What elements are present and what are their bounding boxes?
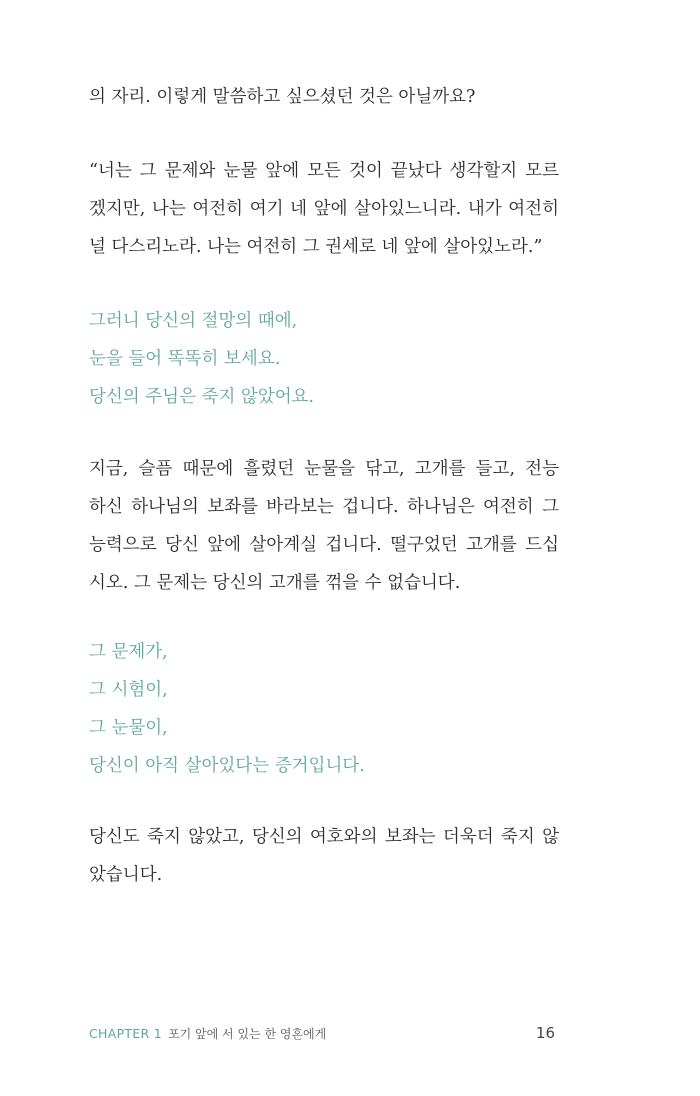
text-line: 당신도 죽지 않았고, 당신의 여호와의 보좌는 더욱더 죽지 않 (89, 827, 559, 847)
highlight-line: 그 눈물이, (89, 718, 168, 738)
text-line: 겠지만, 나는 여전히 여기 네 앞에 살아있느니라. 내가 여전히 (89, 199, 559, 219)
paragraph-closing (89, 818, 559, 894)
paragraph-intro-line (89, 78, 559, 116)
paragraph-throne (89, 450, 559, 602)
page-number: 16 (535, 1024, 555, 1042)
chapter-title: 포기 앞에 서 있는 한 영혼에게 (168, 1026, 327, 1041)
text-line: 시오. 그 문제는 당신의 고개를 꺾을 수 없습니다. (89, 573, 461, 593)
text-line: 지금, 슬픔 때문에 흘렸던 눈물을 닦고, 고개를 들고, 전능 (89, 459, 559, 479)
text-line: “너는 그 문제와 눈물 앞에 모든 것이 끝났다 생각할지 모르 (89, 161, 559, 181)
highlight-line: 당신이 아직 살아있다는 증거입니다. (89, 756, 365, 776)
highlight-paragraph-evidence (89, 633, 559, 785)
highlight-line: 그 시험이, (89, 680, 168, 700)
chapter-label: CHAPTER 1 (89, 1025, 163, 1041)
highlight-line: 눈을 들어 똑똑히 보세요. (89, 349, 281, 369)
text-line: 하신 하나님의 보좌를 바라보는 겁니다. 하나님은 여전히 그 (89, 497, 559, 517)
text-line: 의 자리. 이렇게 말씀하고 싶으셨던 것은 아닐까요? (89, 87, 476, 107)
highlight-paragraph-despair (89, 302, 559, 416)
text-line: 았습니다. (89, 865, 163, 885)
running-head (89, 1025, 326, 1042)
text-line: 능력으로 당신 앞에 살아계실 겁니다. 떨구었던 고개를 드십 (89, 535, 559, 555)
highlight-line: 그 문제가, (89, 642, 168, 662)
paragraph-quote (89, 152, 559, 266)
highlight-line: 당신의 주님은 죽지 않았어요. (89, 387, 315, 407)
text-line: 널 다스리노라. 나는 여전히 그 권세로 네 앞에 살아있노라.” (89, 237, 543, 257)
page-footer (89, 1022, 555, 1044)
highlight-line: 그러니 당신의 절망의 때에, (89, 311, 298, 331)
